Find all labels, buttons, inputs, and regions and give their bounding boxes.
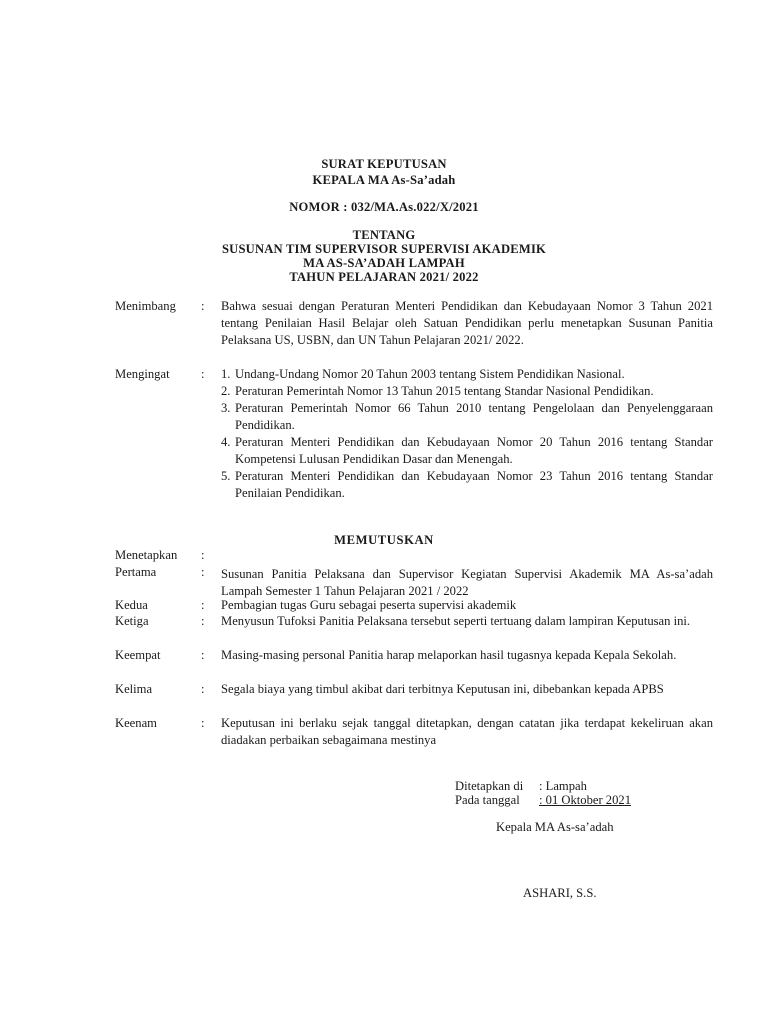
mengingat-label: Mengingat	[115, 367, 170, 381]
list-number: 4.	[221, 435, 231, 449]
decision-colon: :	[201, 716, 205, 730]
decision-label: Pertama	[115, 565, 157, 579]
tanggal-value: : 01 Oktober 2021	[539, 793, 631, 807]
list-item	[221, 400, 713, 434]
mengingat-list	[221, 366, 713, 502]
decision-colon: :	[201, 565, 205, 579]
decision-text: Segala biaya yang timbul akibat dari terbitnya Keputusan ini, dibebankan kepada APBS	[221, 682, 664, 696]
decision-label: Kedua	[115, 598, 148, 612]
list-number: 1.	[221, 367, 231, 381]
menimbang-text: Bahwa sesuai dengan Peraturan Menteri Pendidikan dan Kebudayaan Nomor 3 Tahun 2021 tentang Penilaian Hasil Belajar oleh Satuan Pendidikan perlu menetapkan Susunan Panitia Pelaksana US, USBN, dan UN Tahun Pelajaran 2021/ 2022.	[221, 299, 713, 347]
decision-label: Ketiga	[115, 614, 149, 628]
tanggal-line	[455, 792, 655, 809]
list-text: Peraturan Menteri Pendidikan dan Kebudayaan Nomor 20 Tahun 2016 tentang Standar Kompetensi Lulusan Pendidikan Dasar dan Menengah.	[235, 435, 713, 466]
menimbang-label: Menimbang	[115, 299, 176, 313]
ditetapkan-label: Ditetapkan di	[455, 779, 524, 793]
decision-text: Susunan Panitia Pelaksana dan Supervisor Kegiatan Supervisi Akademik MA As-sa’adah Lampah Semester 1 Tahun Pelajaran 2021 / 2022	[221, 567, 713, 598]
memutuskan-heading: MEMUTUSKAN	[334, 533, 434, 547]
decision-text: Masing-masing personal Panitia harap melaporkan hasil tugasnya kepada Kepala Sekolah.	[221, 648, 677, 662]
tanggal-label: Pada tanggal	[455, 793, 520, 807]
tentang-heading: TENTANG	[352, 228, 416, 242]
decision-label: Keempat	[115, 648, 161, 662]
list-number: 2.	[221, 384, 231, 398]
decision-colon: :	[201, 548, 205, 562]
list-text: Peraturan Pemerintah Nomor 13 Tahun 2015 tentang Standar Nasional Pendidikan.	[235, 384, 654, 398]
subject-line-2: MA AS-SA’ADAH LAMPAH	[303, 256, 465, 270]
mengingat-colon: :	[201, 367, 205, 381]
list-text: Peraturan Pemerintah Nomor 66 Tahun 2010 tentang Pengelolaan dan Penyelenggaraan Pendidikan.	[235, 401, 713, 432]
list-text: Undang-Undang Nomor 20 Tahun 2003 tentang Sistem Pendidikan Nasional.	[235, 367, 625, 381]
list-text: Peraturan Menteri Pendidikan dan Kebudayaan Nomor 23 Tahun 2016 tentang Standar Penilaian Pendidikan.	[235, 469, 713, 500]
decision-text: Pembagian tugas Guru sebagai peserta supervisi akademik	[221, 598, 517, 612]
signatory-name: ASHARI, S.S.	[523, 886, 597, 900]
decision-label: Keenam	[115, 716, 157, 730]
decision-text: Menyusun Tufoksi Panitia Pelaksana tersebut seperti tertuang dalam lampiran Keputusan ini.	[221, 614, 691, 628]
list-number: 3.	[221, 401, 231, 415]
signatory-position: Kepala MA As-sa’adah	[496, 820, 614, 834]
ditetapkan-value: : Lampah	[539, 779, 587, 793]
doc-issuer: KEPALA MA As-Sa’adah	[312, 173, 456, 187]
list-number: 5.	[221, 469, 231, 483]
decision-colon: :	[201, 614, 205, 628]
decision-colon: :	[201, 682, 205, 696]
subject-line-1: SUSUNAN TIM SUPERVISOR SUPERVISI AKADEMIK	[221, 242, 547, 256]
list-item	[221, 468, 713, 502]
decision-label: Kelima	[115, 682, 153, 696]
decision-colon: :	[201, 648, 205, 662]
doc-title: SURAT KEPUTUSAN	[321, 157, 447, 171]
doc-number: NOMOR : 032/MA.As.022/X/2021	[289, 200, 479, 214]
decision-text: Keputusan ini berlaku sejak tanggal ditetapkan, dengan catatan jika terdapat kekeliruan akan diadakan perbaikan sebagaimana mestinya	[221, 716, 713, 747]
decision-label: Menetapkan	[115, 548, 178, 562]
menimbang-colon: :	[201, 299, 205, 313]
list-item	[221, 366, 713, 383]
decision-colon: :	[201, 598, 205, 612]
list-item	[221, 383, 713, 400]
list-item	[221, 434, 713, 468]
subject-line-3: TAHUN PELAJARAN 2021/ 2022	[289, 270, 479, 284]
